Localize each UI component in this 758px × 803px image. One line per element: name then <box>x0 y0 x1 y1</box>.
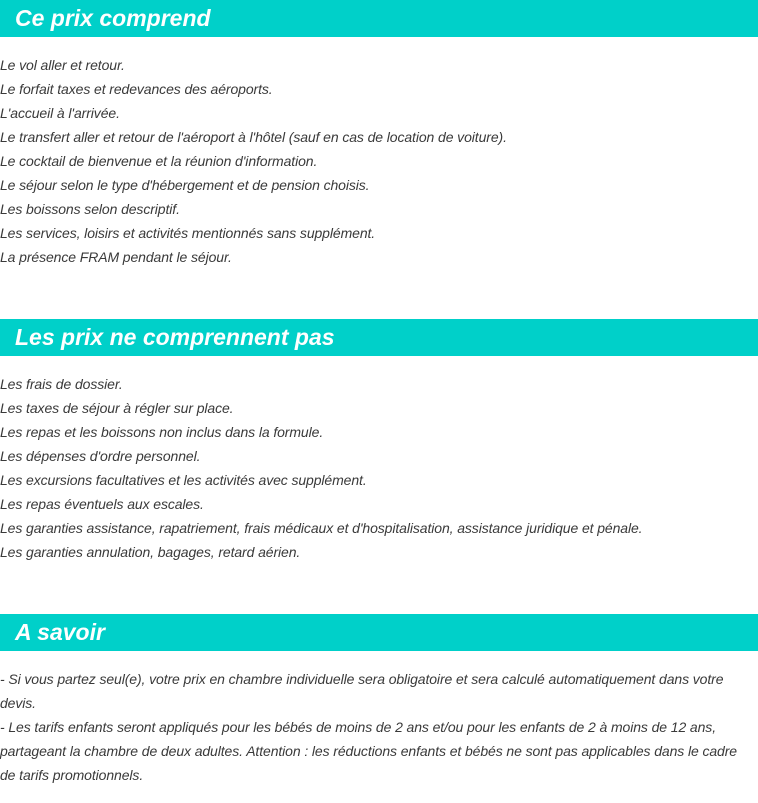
included-list <box>0 53 758 269</box>
list-item: Les services, loisirs et activités mentionnés sans supplément. <box>0 225 376 241</box>
list-item: La présence FRAM pendant le séjour. <box>0 249 232 265</box>
list-item: Le vol aller et retour. <box>0 57 125 73</box>
to-know-text <box>0 667 750 787</box>
section-included <box>0 0 758 269</box>
list-item: Les repas et les boissons non inclus dans la formule. <box>0 424 324 440</box>
section-header <box>0 614 758 651</box>
list-item: Les garanties annulation, bagages, retard aérien. <box>0 544 301 560</box>
info-paragraph: - Les tarifs enfants seront appliqués pour les bébés de moins de 2 ans et/ou pour les enfants de 2 à moins de 12 ans, partageant la chambre de deux adultes. Attention : les réductions enfants et bébés ne sont pas applicables dans le cadre de tarifs promotionnels. <box>0 719 737 783</box>
list-item: Le séjour selon le type d'hébergement et de pension choisis. <box>0 177 370 193</box>
list-item: Les boissons selon descriptif. <box>0 201 180 217</box>
section-to-know <box>0 614 758 787</box>
list-item: Les repas éventuels aux escales. <box>0 496 204 512</box>
list-item: L'accueil à l'arrivée. <box>0 105 120 121</box>
not-included-list <box>0 372 758 564</box>
list-item: Le forfait taxes et redevances des aéroports. <box>0 81 273 97</box>
section-header <box>0 0 758 37</box>
list-item: Les excursions facultatives et les activités avec supplément. <box>0 472 367 488</box>
info-paragraph: - Si vous partez seul(e), votre prix en chambre individuelle sera obligatoire et sera calculé automatiquement dans votre devis. <box>0 671 724 711</box>
list-item: Les dépenses d'ordre personnel. <box>0 448 201 464</box>
list-item: Les taxes de séjour à régler sur place. <box>0 400 234 416</box>
section-title: Les prix ne comprennent pas <box>15 324 335 350</box>
section-title: A savoir <box>15 619 105 645</box>
list-item: Le cocktail de bienvenue et la réunion d'information. <box>0 153 318 169</box>
section-header <box>0 319 758 356</box>
list-item: Les frais de dossier. <box>0 376 123 392</box>
list-item: Les garanties assistance, rapatriement, frais médicaux et d'hospitalisation, assistance juridique et pénale. <box>0 520 643 536</box>
list-item: Le transfert aller et retour de l'aéroport à l'hôtel (sauf en cas de location de voiture). <box>0 129 507 145</box>
section-title: Ce prix comprend <box>15 5 211 31</box>
section-not-included <box>0 319 758 564</box>
